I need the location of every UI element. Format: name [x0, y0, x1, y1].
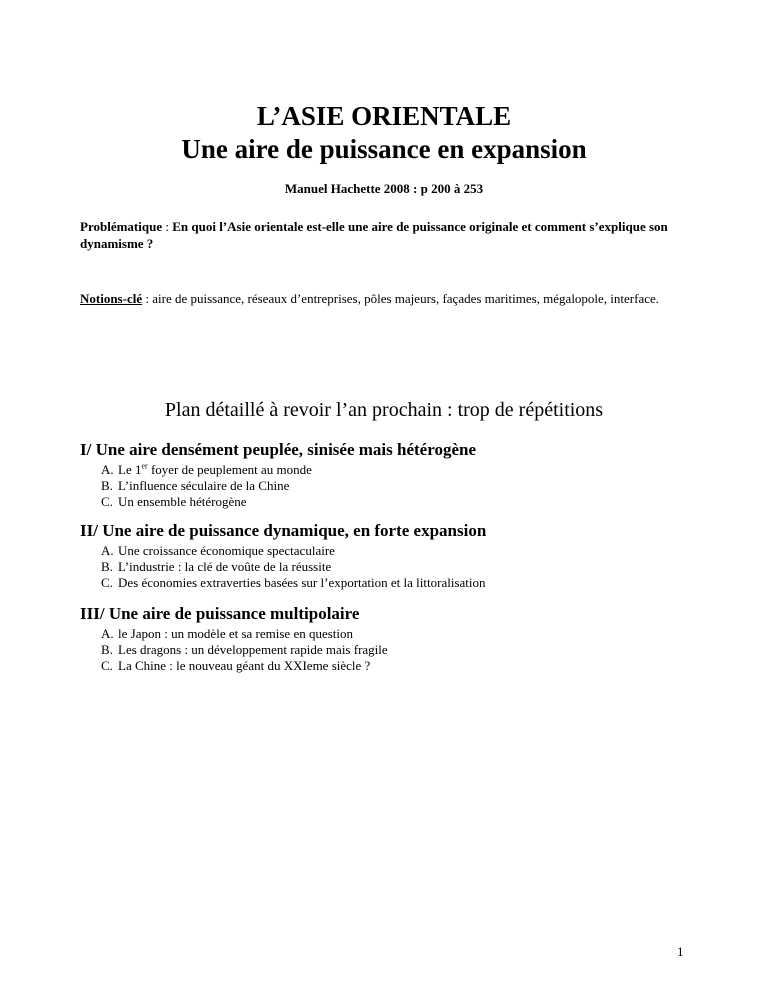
item-text-pre: Le 1 [118, 462, 142, 477]
item-letter: B. [101, 478, 113, 493]
problematique-separator: : [162, 219, 173, 234]
section-items [80, 462, 700, 510]
list-item [101, 559, 700, 575]
section-title: II/ Une aire de puissance dynamique, en forte expansion [80, 521, 487, 540]
item-letter: C. [101, 658, 113, 673]
list-item [101, 642, 700, 658]
problematique-paragraph [80, 218, 680, 252]
list-item [101, 575, 700, 591]
list-item [101, 478, 700, 494]
section-items [80, 543, 700, 591]
item-letter: A. [101, 462, 114, 477]
problematique-text: En quoi l’Asie orientale est-elle une aire de puissance originale et comment s’explique son dynamisme ? [80, 219, 668, 251]
list-item [101, 494, 700, 510]
title-subtitle: Une aire de puissance en expansion [181, 134, 587, 164]
item-text: Les dragons : un développement rapide mais fragile [118, 642, 388, 657]
item-text: La Chine : le nouveau géant du XXIeme siècle ? [118, 658, 371, 673]
list-item [101, 658, 700, 674]
document-title [0, 100, 768, 165]
notions-label: Notions-clé [80, 291, 143, 306]
section-3 [80, 604, 700, 674]
item-text: L’influence séculaire de la Chine [118, 478, 290, 493]
section-title: III/ Une aire de puissance multipolaire [80, 604, 360, 623]
list-item [101, 626, 700, 642]
item-text [118, 462, 312, 478]
section-1 [80, 440, 700, 510]
problematique-label: Problématique [80, 219, 163, 234]
section-items [80, 626, 700, 674]
list-item [101, 462, 700, 478]
item-text: Un ensemble hétérogène [118, 494, 247, 509]
item-letter: A. [101, 543, 114, 558]
item-letter: C. [101, 494, 113, 509]
list-item [101, 543, 700, 559]
item-text: Une croissance économique spectaculaire [118, 543, 335, 558]
item-text-post: foyer de peuplement au monde [147, 462, 312, 477]
item-superscript: er [141, 461, 148, 471]
notions-paragraph [80, 290, 700, 307]
notions-separator: : [142, 291, 153, 306]
item-letter: B. [101, 642, 113, 657]
title-main: L’ASIE ORIENTALE [256, 101, 512, 131]
section-title: I/ Une aire densément peuplée, sinisée mais hétérogène [80, 440, 476, 459]
item-letter: B. [101, 559, 113, 574]
plan-heading: Plan détaillé à revoir l’an prochain : trop de répétitions [164, 399, 604, 421]
item-text: Des économies extraverties basées sur l’exportation et la littoralisation [118, 575, 486, 590]
item-text: le Japon : un modèle et sa remise en question [118, 626, 354, 641]
item-text: L’industrie : la clé de voûte de la réussite [118, 559, 332, 574]
notions-text: aire de puissance, réseaux d’entreprises, pôles majeurs, façades maritimes, mégalopole, interface. [152, 291, 660, 306]
manual-reference: Manuel Hachette 2008 : p 200 à 253 [284, 181, 484, 196]
page-number: 1 [677, 944, 684, 959]
item-letter: A. [101, 626, 114, 641]
item-letter: C. [101, 575, 113, 590]
section-2 [80, 521, 700, 591]
